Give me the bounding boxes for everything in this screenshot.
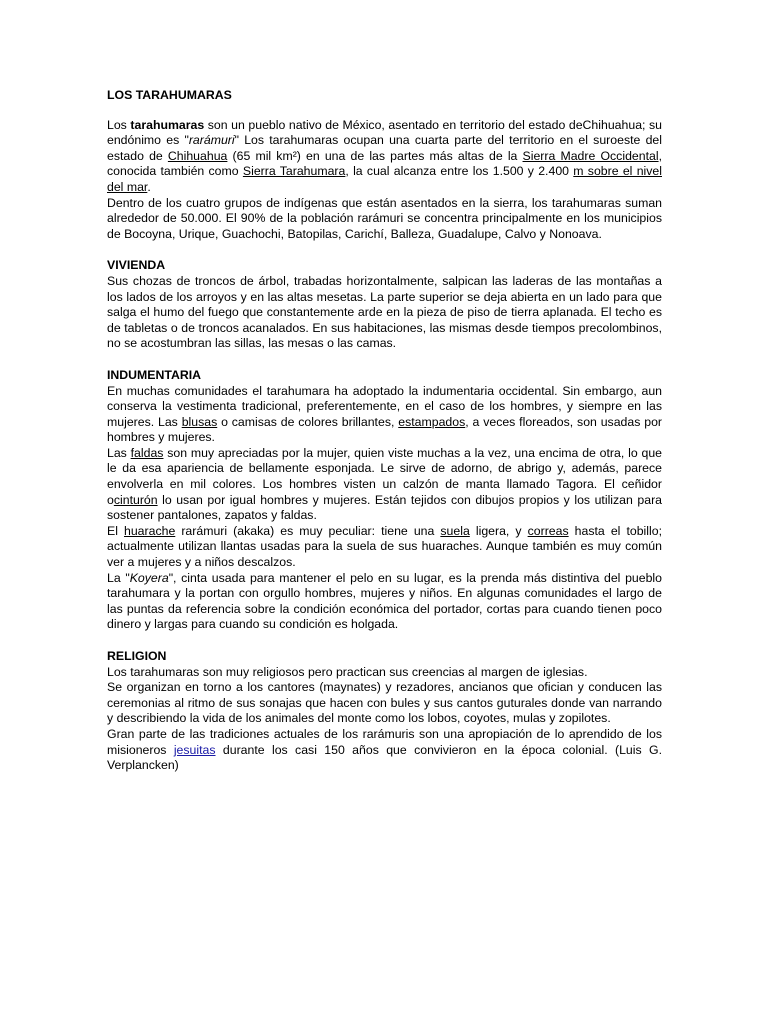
text-run: ", cinta usada para mantener el pelo en su lugar, es la prenda más distintiva del pueblo tarahumara y la portan con orgullo hombres, mujeres y niños. En algunas comunidades el largo de las puntas da referencia sobre la condición económica del portador, cortas para cuando tienen poco dinero y largas para cuando su condición es holgada. — [107, 570, 662, 632]
text-run: En muchas comunidades el tarahumara ha adoptado la indumentaria occidental. Sin embargo, aun conserva la vestimenta tradicional, preferentemente, en el caso de los hombres, y siempre en las mujeres. Las — [107, 383, 662, 429]
intro-paragraph-1 — [107, 118, 662, 196]
text-run: El — [107, 523, 124, 538]
text-run: son un pueblo nativo de México, asentado en territorio del estado deChihuahua; su endónimo es " — [107, 117, 662, 148]
text-run: Gran parte de las tradiciones actuales de los rarámuris son una apropiación de lo aprendido de los misioneros — [107, 726, 662, 757]
link-sierra-tarahumara[interactable]: Sierra Tarahumara — [242, 164, 346, 179]
section-heading-vivienda: VIVIENDA — [107, 258, 166, 273]
text-run: hasta el tobillo; actualmente utilizan llantas usadas para la suela de sus huaraches. Aunque también es muy común ver a mujeres y a niños descalzos. — [107, 523, 662, 570]
text-run: ligera, y — [469, 523, 528, 538]
link-estampados[interactable]: estampados — [398, 414, 466, 429]
text-run: " Los tarahumaras ocupan una cuarta parte del territorio en el suroeste del estado de — [107, 133, 662, 163]
link-suela[interactable]: suela — [440, 523, 470, 538]
document-title: LOS TARAHUMARAS — [107, 88, 232, 102]
link-correas[interactable]: correas — [527, 523, 569, 538]
indumentaria-paragraph-3 — [107, 524, 662, 571]
link-nivel-del-mar[interactable]: m sobre el nivel del mar — [107, 164, 662, 194]
link-faldas[interactable]: faldas — [130, 445, 164, 460]
text-run: o camisas de colores brillantes, — [217, 414, 399, 429]
text-run: rarámuri (akaka) es muy peculiar: tiene una — [175, 523, 441, 538]
link-cinturon[interactable]: cinturón — [113, 492, 158, 507]
italic-term: rarámuri — [188, 133, 235, 148]
link-jesuitas[interactable]: jesuitas — [173, 742, 216, 757]
indumentaria-paragraph-2 — [107, 446, 662, 524]
text-run: , a veces floreados, son usadas por hombres y mujeres. — [107, 414, 663, 445]
religion-paragraph-1: Los tarahumaras son muy religiosos pero practican sus creencias al margen de iglesias. — [107, 664, 588, 679]
text-run: durante los casi 150 años que convivieron en la época colonial. (Luis G. Verplancken) — [107, 742, 662, 773]
religion-paragraph-3 — [107, 727, 662, 774]
vivienda-paragraph-1: Sus chozas de troncos de árbol, trabadas horizontalmente, salpican las laderas de las montañas a los lados de los arroyos y en las altas mesetas. La parte superior se deja abierta en un lado para que salga el humo del fuego que constantemente arde en la pieza de piso de tierra aplanada. El techo es de tabletas o de troncos acanalados. En sus habitaciones, las mismas desde tiempos precolombinos, no se acostumbran las sillas, las mesas o las camas. — [107, 273, 662, 351]
link-chihuahua[interactable]: Chihuahua — [167, 148, 228, 163]
bold-term: tarahumaras — [130, 117, 205, 132]
link-sierra-madre-occidental[interactable]: Sierra Madre Occidental — [522, 148, 659, 163]
text-run: (65 mil km²) en una de las partes más altas de la — [227, 148, 523, 163]
indumentaria-paragraph-4 — [107, 571, 662, 633]
document-page — [107, 88, 662, 774]
text-run: lo usan por igual hombres y mujeres. Están tejidos con dibujos propios y los utilizan para sostener pantalones, zapatos y faldas. — [107, 492, 662, 523]
intro-paragraph-2: Dentro de los cuatro grupos de indígenas que están asentados en la sierra, los tarahumaras suman alrededor de 50.000. El 90% de la población rarámuri se concentra principalmente en los municipios de Bocoyna, Urique, Guachochi, Batopilas, Carichí, Balleza, Guadalupe, Calvo y Nonoava. — [107, 195, 662, 241]
text-run: son muy apreciadas por la mujer, quien viste muchas a la vez, una encima de otra, lo que le da esa apariencia de bellamente esponjada. Le sirve de adorno, de abrigo y, además, parece envolverla en mil colores. Los hombres visten un calzón de manta llamado Tagora. El ceñidor o — [107, 445, 662, 507]
religion-paragraph-2: Se organizan en torno a los cantores (maynates) y rezadores, ancianos que ofician y conducen las ceremonias al ritmo de sus sonajas que hacen con bules y sus cantos guturales donde van narrando y describiendo la vida de los animales del monte como los lobos, coyotes, mulas y zopilotes. — [107, 680, 662, 726]
italic-term: Koyera — [129, 570, 169, 585]
text-run: Las — [107, 445, 131, 460]
text-run: , conocida también como — [107, 148, 662, 179]
text-run: , la cual alcanza entre los 1.500 y 2.400 — [345, 164, 574, 179]
section-heading-religion: RELIGION — [107, 649, 167, 663]
text-run: Los — [107, 117, 131, 132]
text-run: La " — [107, 570, 130, 585]
text-run: . — [147, 179, 151, 194]
link-huarache[interactable]: huarache — [124, 523, 176, 538]
link-blusas[interactable]: blusas — [181, 414, 218, 429]
section-heading-indumentaria: INDUMENTARIA — [107, 367, 202, 382]
indumentaria-paragraph-1 — [107, 384, 662, 446]
